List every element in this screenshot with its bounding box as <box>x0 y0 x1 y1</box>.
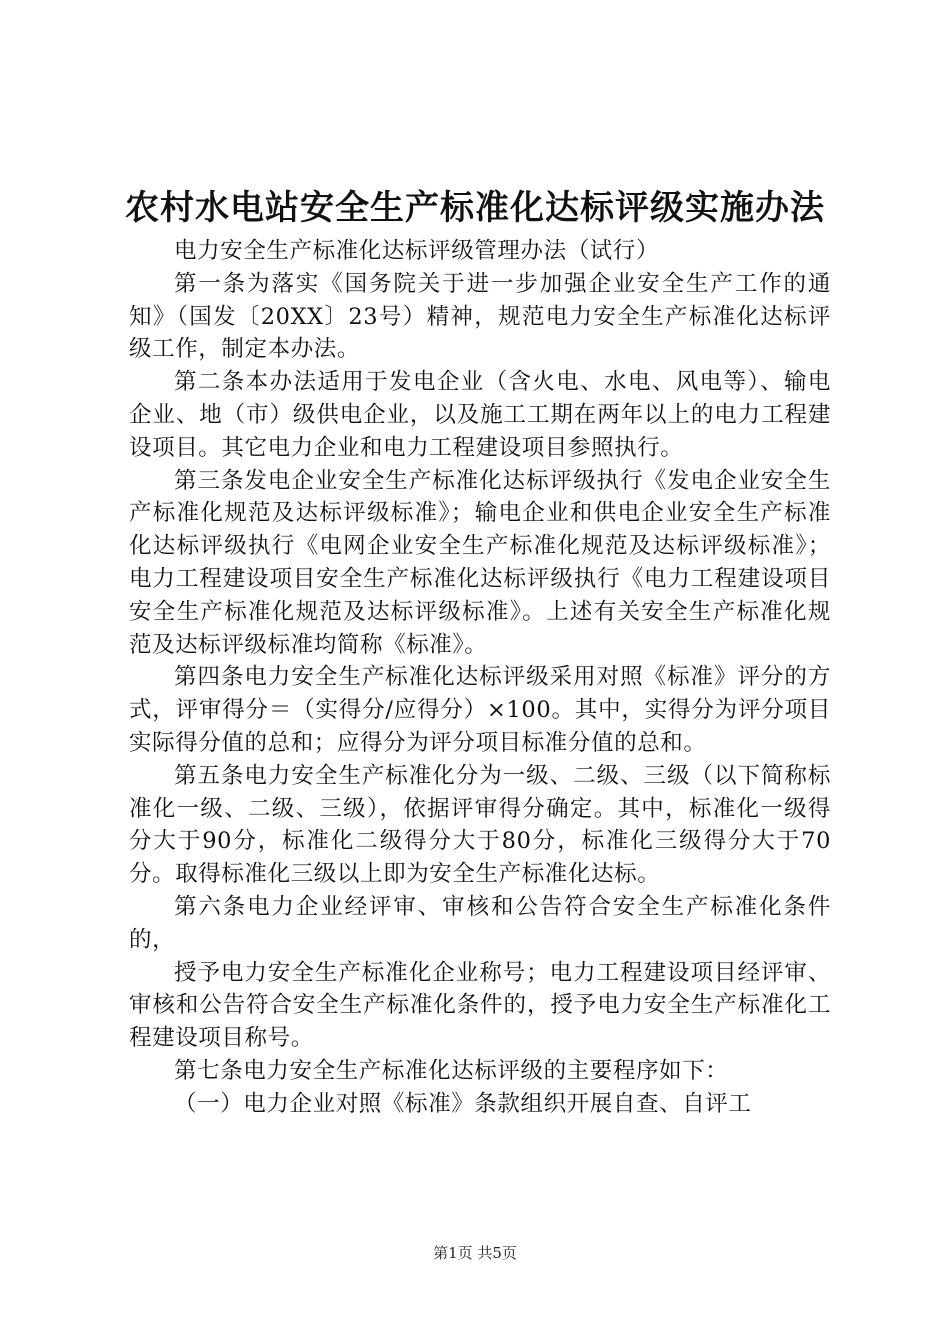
paragraph-article-7-item-1: （一）电力企业对照《标准》条款组织开展自查、自评工 <box>174 1090 752 1117</box>
document-title: 农村水电站安全生产标准化达标评级实施办法 <box>125 188 825 228</box>
paragraph-article-5: 第五条电力安全生产标准化分为一级、二级、三级（以下简称标准化一级、二级、三级），依据评审得分确定。其中，标准化一级得分大于90分，标准化二级得分大于80分，标准化三级得分大于70分。取得标准化三级以上即为安全生产标准化达标。 <box>129 762 831 888</box>
paragraph-article-4: 第四条电力安全生产标准化达标评级采用对照《标准》评分的方式，评审得分＝（实得分/应得分）×100。其中，实得分为评分项目实际得分值的总和；应得分为评分项目标准分值的总和。 <box>129 664 831 756</box>
paragraph-article-2: 第二条本办法适用于发电企业（含火电、水电、风电等）、输电企业、地（市）级供电企业，以及施工工期在两年以上的电力工程建设项目。其它电力企业和电力工程建设项目参照执行。 <box>129 369 831 461</box>
document-body <box>129 235 831 1121</box>
paragraph-subtitle: 电力安全生产标准化达标评级管理办法（试行） <box>174 238 660 264</box>
paragraph-article-6: 第六条电力企业经评审、审核和公告符合安全生产标准化条件的， <box>129 893 831 953</box>
page-footer: 第1页 共5页 <box>433 1244 517 1262</box>
paragraph-article-3: 第三条发电企业安全生产标准化达标评级执行《发电企业安全生产标准化规范及达标评级标准》；输电企业和供电企业安全生产标准化达标评级执行《电网企业安全生产标准化规范及达标评级标准》；电力工程建设项目安全生产标准化达标评级执行《电力工程建设项目安全生产标准化规范及达标评级标准》。上述有关安全生产标准化规范及达标评级标准均简称《标准》。 <box>129 467 831 658</box>
paragraph-article-7: 第七条电力安全生产标准化达标评级的主要程序如下： <box>174 1057 729 1084</box>
paragraph-article-1: 第一条为落实《国务院关于进一步加强企业安全生产工作的通知》（国发〔20XX〕23号）精神，规范电力安全生产标准化达标评级工作，制定本办法。 <box>129 270 831 363</box>
paragraph-article-6-continued: 授予电力安全生产标准化企业称号；电力工程建设项目经评审、审核和公告符合安全生产标准化条件的，授予电力安全生产标准化工程建设项目称号。 <box>129 959 831 1052</box>
